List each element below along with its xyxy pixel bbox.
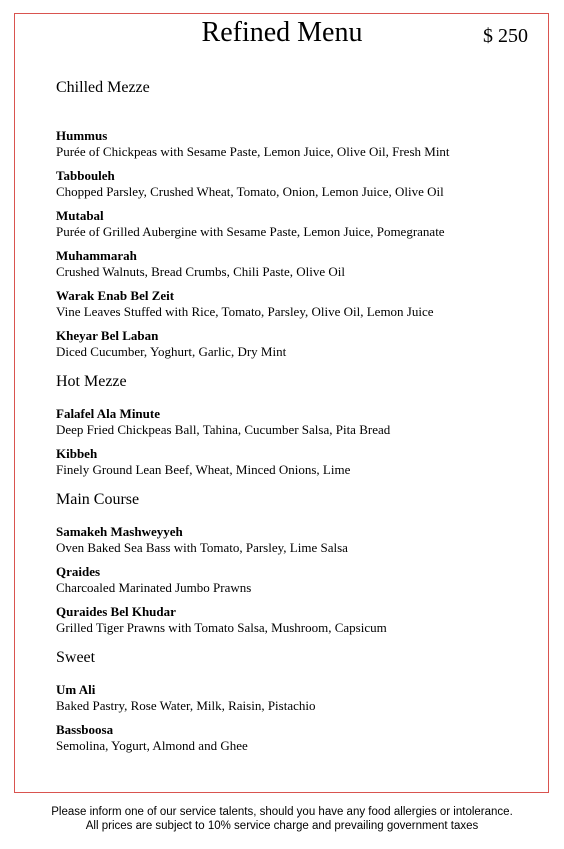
item-name: Um Ali xyxy=(56,682,96,697)
section-hot-mezze xyxy=(56,372,526,478)
item-description: Crushed Walnuts, Bread Crumbs, Chili Paste, Olive Oil xyxy=(56,264,346,279)
item-name: Kheyar Bel Laban xyxy=(56,328,159,343)
menu-item xyxy=(56,328,526,360)
menu-item xyxy=(56,208,526,240)
menu-item xyxy=(56,406,526,438)
menu-item xyxy=(56,128,526,160)
item-name: Hummus xyxy=(56,128,108,143)
item-name: Kibbeh xyxy=(56,446,98,461)
service-charge-notice: All prices are subject to 10% service charge and prevailing government taxes xyxy=(85,820,479,832)
section-title: Sweet xyxy=(56,649,96,666)
item-description: Diced Cucumber, Yoghurt, Garlic, Dry Mint xyxy=(56,344,287,359)
item-description: Deep Fried Chickpeas Ball, Tahina, Cucumber Salsa, Pita Bread xyxy=(56,422,391,437)
menu-item xyxy=(56,604,526,636)
item-description: Purée of Chickpeas with Sesame Paste, Lemon Juice, Olive Oil, Fresh Mint xyxy=(56,144,450,159)
item-description: Charcoaled Marinated Jumbo Prawns xyxy=(56,580,252,595)
item-description: Finely Ground Lean Beef, Wheat, Minced Onions, Lime xyxy=(56,462,351,477)
section-title: Hot Mezze xyxy=(56,373,127,390)
section-title: Main Course xyxy=(56,491,140,508)
item-list xyxy=(56,128,526,360)
item-description: Vine Leaves Stuffed with Rice, Tomato, Parsley, Olive Oil, Lemon Juice xyxy=(56,304,434,319)
item-name: Muhammarah xyxy=(56,248,137,263)
section-main-course xyxy=(56,490,526,636)
item-name: Warak Enab Bel Zeit xyxy=(56,288,175,303)
menu-price: $ 250 xyxy=(483,25,528,47)
item-description: Oven Baked Sea Bass with Tomato, Parsley, Lime Salsa xyxy=(56,540,348,555)
menu-item xyxy=(56,524,526,556)
menu-content xyxy=(56,78,526,766)
section-chilled-mezze xyxy=(56,78,526,360)
section-title: Chilled Mezze xyxy=(56,79,150,96)
item-description: Purée of Grilled Aubergine with Sesame Paste, Lemon Juice, Pomegranate xyxy=(56,224,445,239)
item-description: Semolina, Yogurt, Almond and Ghee xyxy=(56,738,248,753)
item-description: Baked Pastry, Rose Water, Milk, Raisin, Pistachio xyxy=(56,698,316,713)
item-description: Chopped Parsley, Crushed Wheat, Tomato, Onion, Lemon Juice, Olive Oil xyxy=(56,184,444,199)
item-list xyxy=(56,524,526,636)
item-name: Qraides xyxy=(56,564,101,579)
footer-notice xyxy=(0,805,564,833)
section-sweet xyxy=(56,648,526,754)
menu-item xyxy=(56,682,526,714)
menu-title: Refined Menu xyxy=(201,17,363,48)
item-description: Grilled Tiger Prawns with Tomato Salsa, Mushroom, Capsicum xyxy=(56,620,387,635)
menu-item xyxy=(56,288,526,320)
allergy-notice: Please inform one of our service talents, should you have any food allergies or intolerance. xyxy=(51,806,513,818)
item-name: Tabbouleh xyxy=(56,168,115,183)
item-name: Samakeh Mashweyyeh xyxy=(56,524,183,539)
menu-item xyxy=(56,564,526,596)
menu-item xyxy=(56,248,526,280)
menu-item xyxy=(56,722,526,754)
menu-item xyxy=(56,168,526,200)
item-name: Bassboosa xyxy=(56,722,114,737)
item-name: Falafel Ala Minute xyxy=(56,406,160,421)
menu-item xyxy=(56,446,526,478)
item-list xyxy=(56,406,526,478)
item-list xyxy=(56,682,526,754)
item-name: Mutabal xyxy=(56,208,104,223)
item-name: Quraides Bel Khudar xyxy=(56,604,176,619)
